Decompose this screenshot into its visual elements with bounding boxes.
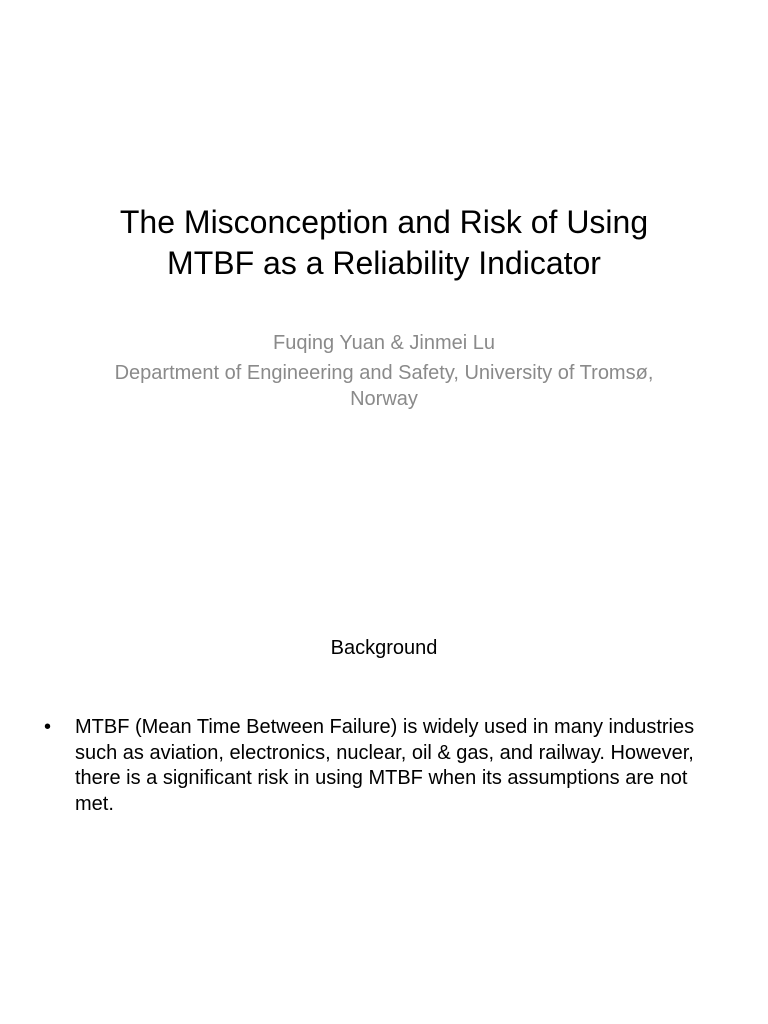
title-line-1: The Misconception and Risk of Using — [119, 204, 649, 240]
bullet-icon: • — [44, 716, 52, 738]
presentation-title — [60, 202, 708, 284]
background-slide — [0, 512, 768, 1024]
authors: Fuqing Yuan & Jinmei Lu — [272, 332, 495, 354]
bullet-text: MTBF (Mean Time Between Failure) is widely used in many industries such as aviation, electronics, nuclear, oil & gas, and railway. However, there is a significant risk in using MTBF when its assumptions are not met. — [75, 716, 695, 815]
subtitle-block — [110, 330, 658, 412]
title-line-2: MTBF as a Reliability Indicator — [167, 245, 601, 281]
bullet-list — [40, 715, 720, 817]
affiliation: Department of Engineering and Safety, University of Tromsø, Norway — [114, 362, 654, 410]
bullet-item — [40, 715, 720, 817]
slide-heading: Background — [330, 637, 438, 659]
